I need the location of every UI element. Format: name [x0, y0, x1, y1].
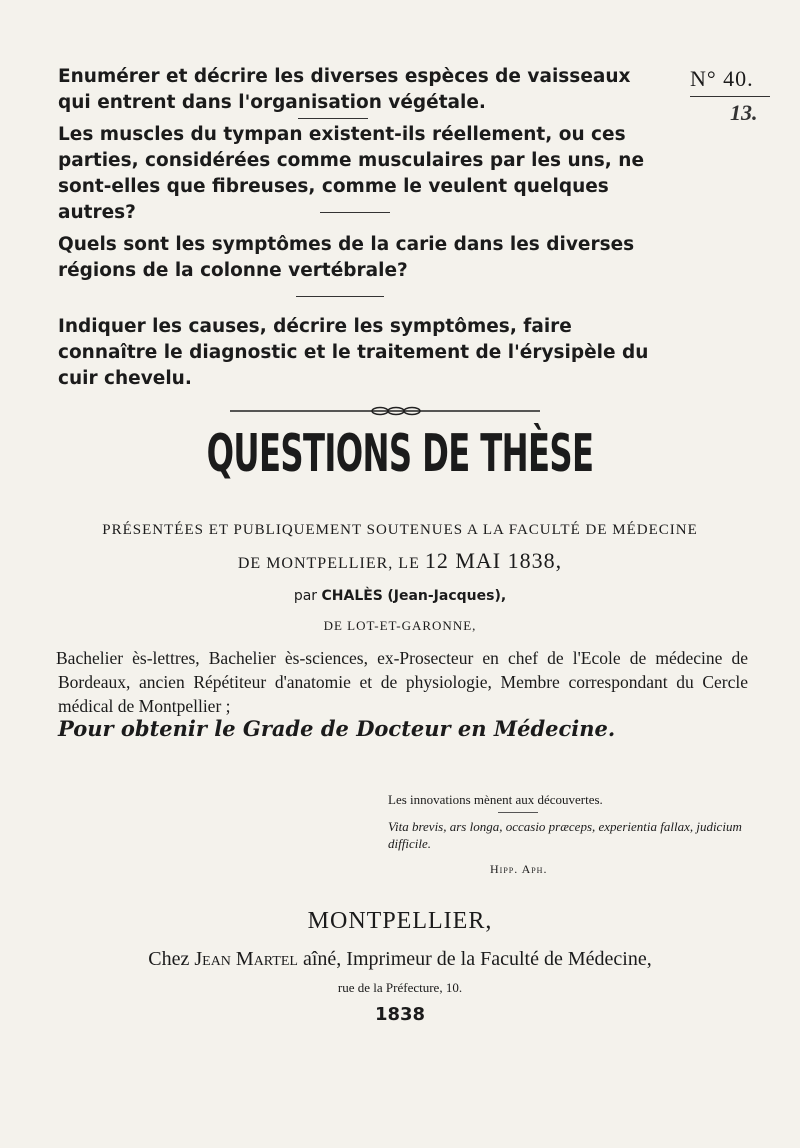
imprint-address: rue de la Préfecture, 10. — [337, 980, 463, 995]
author-line — [0, 588, 800, 604]
question-3: Quels sont les symptômes de la carie dans les diverses régions de la colonne vertébrale? — [58, 234, 635, 281]
author-prefix: par — [293, 588, 318, 604]
presentation-line: PRÉSENTÉES ET PUBLIQUEMENT SOUTENUES A LA FACULTÉ DE MÉDECINE — [102, 522, 698, 538]
date-prefix: DE MONTPELLIER, LE — [237, 555, 420, 572]
epigraph-attribution: Hipp. Aph. — [490, 862, 548, 876]
defense-date-line — [0, 548, 800, 574]
epigraph-line: Les innovations mènent aux découvertes. — [388, 792, 603, 807]
question-1: Enumérer et décrire les diverses espèces de vaisseaux qui entrent dans l'organisation végétale. — [58, 66, 631, 113]
pencil-note: 13. — [730, 100, 758, 125]
imprint-printer — [0, 948, 800, 971]
printer-prefix: Chez — [148, 948, 190, 970]
ornamental-rule — [230, 406, 540, 416]
printer-name: Jean Martel — [194, 948, 298, 970]
author-origin: DE LOT-ET-GARONNE, — [323, 618, 477, 633]
imprint-city: MONTPELLIER, — [307, 908, 493, 934]
defense-date: 12 MAI 1838, — [424, 548, 563, 573]
number-underline — [690, 96, 770, 97]
question-2: Les muscles du tympan existent-ils réellement, ou ces parties, considérées comme musculaires par les uns, ne sont-elles que fibreuses, comme le veulent quelques autres? — [58, 124, 644, 223]
divider — [320, 212, 390, 213]
author-credentials: Bachelier ès-lettres, Bachelier ès-sciences, ex-Prosecteur en chef de l'Ecole de médecine de Bordeaux, ancien Répétiteur d'anatomie et de physiologie, Membre correspondant du Cercle médical de Montpellier ; — [56, 648, 748, 716]
page-title: QUESTIONS DE THÈSE — [206, 424, 594, 484]
degree-line: Pour obtenir le Grade de Docteur en Médecine. — [58, 716, 616, 741]
epigraph-quote: Vita brevis, ars longa, occasio præceps, experientia fallax, judicium difficile. — [388, 819, 742, 851]
printer-title: aîné, Imprimeur de la Faculté de Médecine, — [302, 948, 652, 970]
document-number: N° 40. — [690, 66, 754, 91]
author-name: CHALÈS — [321, 588, 383, 604]
question-4: Indiquer les causes, décrire les symptômes, faire connaître le diagnostic et le traitement de l'érysipèle du cuir chevelu. — [58, 316, 649, 389]
divider — [298, 118, 368, 119]
imprint-year: 1838 — [374, 1004, 426, 1025]
epigraph-divider — [498, 812, 538, 813]
divider — [296, 296, 384, 297]
author-given-name: (Jean-Jacques), — [387, 588, 507, 604]
